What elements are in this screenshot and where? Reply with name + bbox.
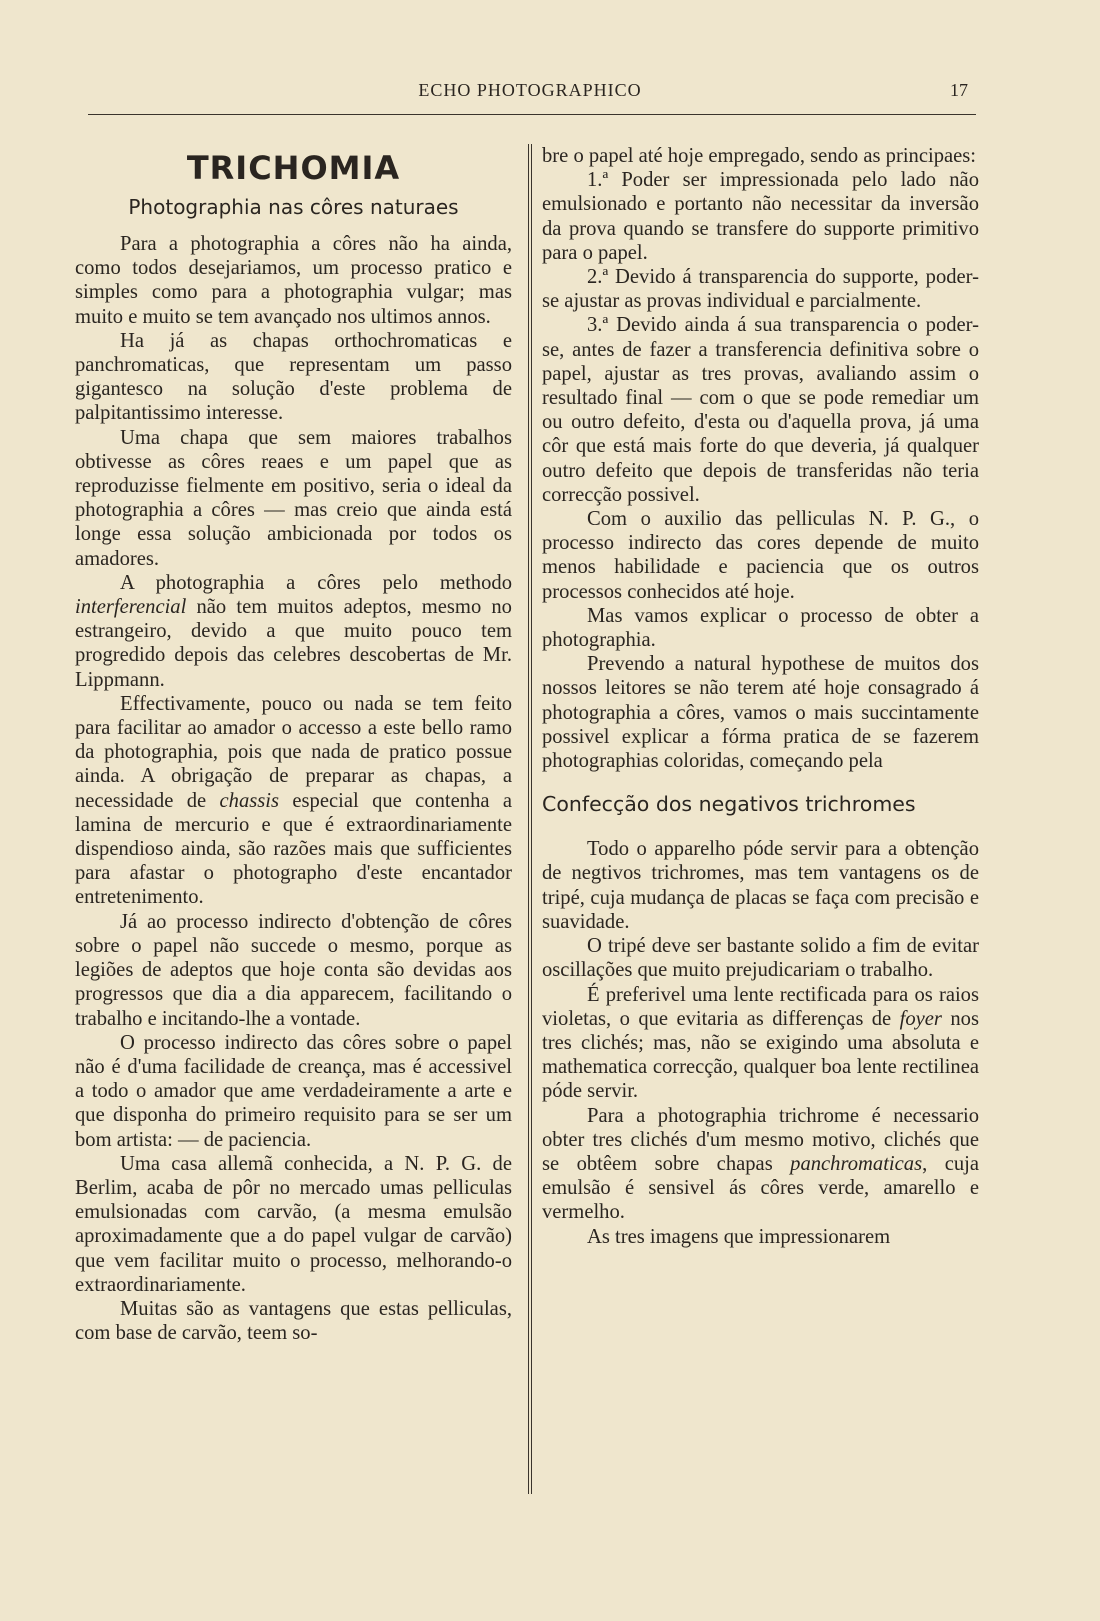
text-run: , cuja emulsão é sensivel ás côres verde, amarello e vermelho. (542, 1152, 979, 1224)
text-run: Effectivamente, pouco ou nada se tem feito para facilitar ao amador o accesso a este bello ramo da photographia, pois que nada de pratico possue ainda. A obrigação de preparar as chapas, a necessidade de (75, 692, 512, 812)
paragraph: Prevendo a natural hypothese de muitos dos nossos leitores se não terem até hoje consagrado á photographia a côres, vamos o mais succintamente possivel explicar a fórma pratica de se fazerem photographias coloridas, começando pela (542, 653, 979, 773)
text-run: É preferivel uma lente rectificada para os raios violetas, o que evitaria as differenças de (542, 983, 979, 1030)
article-subtitle: Photographia nas côres naturaes (128, 195, 459, 219)
article-title: TRICHOMIA (186, 149, 401, 187)
paragraph: Uma casa allemã conhecida, a N. P. G. de Berlim, acaba de pôr no mercado umas pelliculas emulsionadas com carvão, (a mesma emulsão aproximadamente que a do papel vulgar de carvão) que vem facilitar muito o processo, melhorando-o extraordinariamente. (75, 1152, 512, 1296)
running-title: ECHO PHOTOGRAPHICO (418, 80, 642, 100)
paragraph (542, 983, 979, 1104)
paragraph: Para a photographia a côres não ha ainda, como todos desejariamos, um processo pratico e simples como para a photographia vulgar; mas muito e muito se tem avançado nos ultimos annos. (75, 233, 512, 328)
text-run: A photographia a côres pelo methodo (120, 571, 512, 594)
paragraph: Muitas são as vantagens que estas pelliculas, com base de carvão, teem so- (75, 1297, 512, 1345)
text-run: Para a photographia trichrome é necessario obter tres clichés d'um mesmo motivo, clichés que se obtêem sobre chapas (542, 1104, 979, 1175)
italic-term: interferencial (75, 596, 187, 619)
column-divider (528, 144, 532, 1494)
section-heading: Confecção dos negativos trichromes (542, 792, 916, 817)
paragraph: 1.ª Poder ser impressionada pelo lado não emulsionado e portanto não necessitar da inversão da prova quando se transfere do supporte primitivo para o papel. (542, 169, 979, 264)
paragraph: Com o auxilio das pelliculas N. P. G., o processo indirecto das cores depende de muito menos habilidade e paciencia que os outros processos conhecidos até hoje. (542, 508, 979, 603)
paragraph: 3.ª Devido ainda á sua transparencia o poder-se, antes de fazer a transferencia definitiva sobre o papel, ajustar as tres provas, avaliando assim o resultado final — com o que se pode remediar um ou outro defeito, d'esta ou d'aquella prova, já uma côr que está mais forte do que deveria, já qualquer outro defeito que depois de transferidas não teria correcção possivel. (542, 314, 979, 506)
right-column (542, 144, 979, 1249)
paragraph: O tripé deve ser bastante solido a fim de evitar oscillações que muito prejudicariam o trabalho. (542, 935, 979, 982)
header-rule (88, 114, 976, 115)
paragraph: Já ao processo indirecto d'obtenção de côres sobre o papel não succede o mesmo, porque as legiões de adeptos que hoje conta são devidas aos progressos que dia a dia apparecem, facilitando o trabalho e incitando-lhe a vontade. (75, 910, 512, 1030)
paragraph: O processo indirecto das côres sobre o papel não é d'uma facilidade de creança, mas é accessivel a todo o amador que ame verdadeiramente a arte e que disponha do primeiro requisito para se ser um bom artista: — de paciencia. (75, 1031, 512, 1151)
text-run: nos tres clichés; mas, não se exigindo uma absoluta e mathematica correcção, qualquer boa lente rectilinea póde servir. (542, 1007, 979, 1103)
text-run: especial que contenha a lamina de mercurio e que é extraordinariamente dispendioso ainda, são razões mais que sufficientes para afastar o photographo d'este encantador entretenimento. (75, 789, 513, 909)
paragraph (75, 571, 512, 692)
paragraph: Mas vamos explicar o processo de obter a photographia. (542, 604, 979, 652)
paragraph (75, 692, 512, 910)
paragraph: 2.ª Devido á transparencia do supporte, poder-se ajustar as provas individual e parcialmente. (542, 266, 979, 313)
paragraph: Ha já as chapas orthochromaticas e panchromaticas, que representam um passo gigantesco na solução d'este problema de palpitantissimo interesse. (75, 329, 512, 425)
paragraph: As tres imagens que impressionarem (587, 1225, 891, 1248)
italic-term: foyer (899, 1007, 942, 1030)
page-number: 17 (950, 80, 968, 100)
italic-term: chassis (219, 789, 280, 812)
italic-term: panchromaticas (790, 1152, 923, 1175)
paragraph: Uma chapa que sem maiores trabalhos obtivesse as côres reaes e um papel que as reproduzisse fielmente em positivo, seria o ideal da photographia a côres — mas creio que ainda está longe essa solução ambicionada por todos os amadores. (75, 426, 512, 570)
left-column (75, 144, 512, 1345)
paragraph: Todo o apparelho póde servir para a obtenção de negtivos trichromes, mas tem vantagens os de tripé, cuja mudança de placas se faça com precisão e suavidade. (542, 838, 979, 933)
paragraph: bre o papel até hoje empregado, sendo as principaes: (542, 145, 977, 167)
text-run: não tem muitos adeptos, mesmo no estrangeiro, devido a que muito pouco tem progredido depois das celebres descobertas de Mr. Lippmann. (75, 596, 512, 691)
paragraph (542, 1104, 979, 1225)
